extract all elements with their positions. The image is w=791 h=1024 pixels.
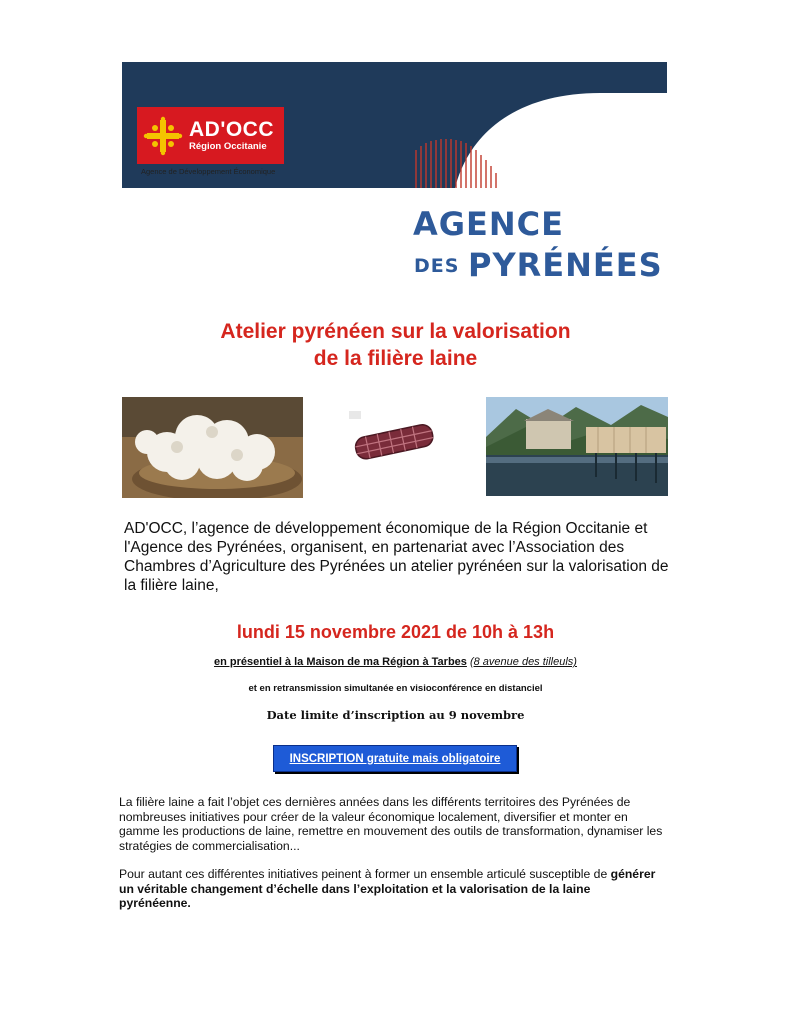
intro-paragraph: AD'OCC, l’agence de développement économique de la Région Occitanie et l'Agence des Pyrénées, organisent, en partenariat avec l’Association des Chambres d’Agriculture des Pyrénées un atelier pyrénéen sur la valorisation de la filière laine, xyxy=(124,520,669,594)
body-paragraph-2-start: Pour autant ces différentes initiatives peinent à former un ensemble articulé susceptible de xyxy=(119,867,611,881)
adocc-logo xyxy=(137,107,284,164)
body-paragraph-1: La filière laine a fait l’objet ces dernières années dans les différents territoires des Pyrénées de nombreuses initiatives pour créer de la valeur économique localement, diversifier et monter en gamme les productions de laine, remettre en mouvement des outils de transformation, dynamiser les stratégies de commercialisation... xyxy=(119,795,663,853)
event-date: lundi 15 novembre 2021 de 10h à 13h xyxy=(236,622,555,642)
occitan-cross-icon xyxy=(137,107,189,164)
agence-wordmark-line1: AGENCE xyxy=(413,205,565,243)
event-venue xyxy=(0,656,791,668)
body-paragraph-2 xyxy=(119,867,664,911)
body-paragraph-2-bold: générer un véritable changement d’échelle dans l’exploitation et la valorisation de la laine pyrénéenne. xyxy=(119,867,656,910)
wool-blanket-photo xyxy=(347,409,439,465)
logo-tagline: Agence de Développement Économique xyxy=(141,167,276,176)
page-title-line2: de la filière laine xyxy=(313,347,478,370)
agence-wordmark-pyrenees: PYRÉNÉES xyxy=(468,246,663,284)
header-banner xyxy=(0,0,791,200)
mountain-lake-wool-drying-photo xyxy=(486,397,668,496)
raw-wool-photo xyxy=(122,397,303,498)
event-venue-name: en présentiel à la Maison de ma Région à Tarbes xyxy=(214,656,467,668)
page-title-line1: Atelier pyrénéen sur la valorisation xyxy=(220,320,571,343)
registration-deadline: Date limite d’inscription au 9 novembre xyxy=(266,708,525,722)
logo-name: AD'OCC xyxy=(189,118,274,142)
inscription-button[interactable]: INSCRIPTION gratuite mais obligatoire xyxy=(273,745,517,772)
event-visio-note: et en retransmission simultanée en visioconférence en distanciel xyxy=(248,683,543,694)
agence-wordmark-des: DES xyxy=(414,255,460,277)
logo-region: Région Occitanie xyxy=(189,141,267,153)
event-venue-address: (8 avenue des tilleuls) xyxy=(469,656,577,668)
